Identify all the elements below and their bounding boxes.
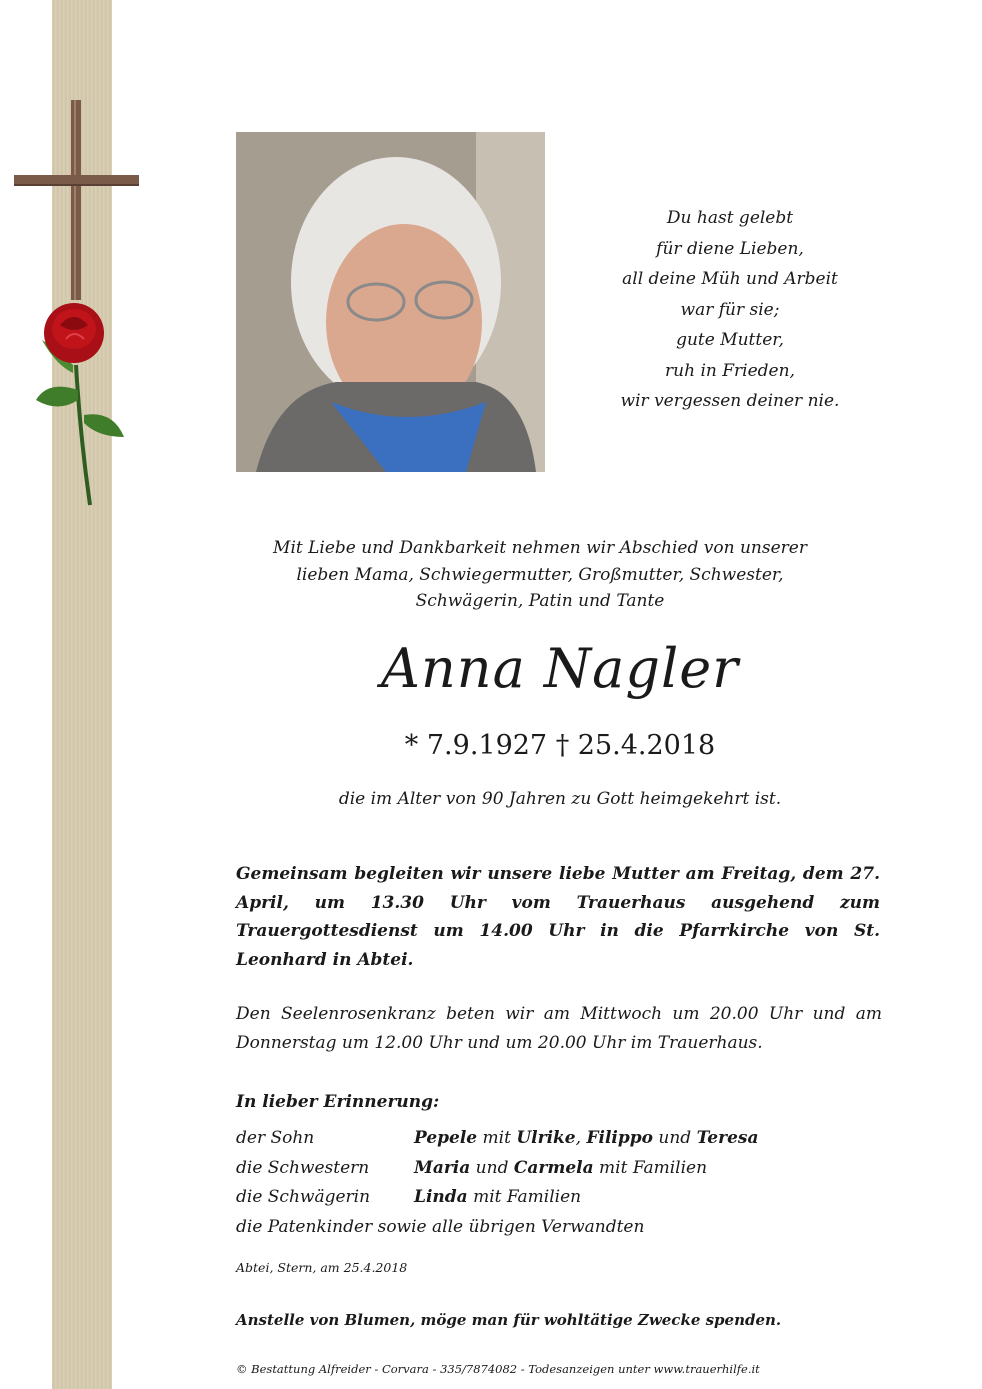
intro-line: lieben Mama, Schwiegermutter, Großmutter, Schwester,: [296, 564, 784, 585]
poem-line: ruh in Frieden,: [665, 360, 795, 381]
rosary-info: Den Seelenrosenkranz beten wir am Mittwoch um 20.00 Uhr und am Donnerstag um 12.00 Uhr und um 20.00 Uhr im Trauerhaus.: [236, 1004, 882, 1053]
mourner-name: Carmela: [513, 1157, 594, 1178]
mourner-row: [236, 1187, 896, 1217]
poem: [560, 203, 900, 417]
mourner-relation: die Schwägerin: [236, 1187, 371, 1207]
intro-line: Mit Liebe und Dankbarkeit nehmen wir Abschied von unserer: [273, 538, 807, 558]
mourner-connector: mit Familien: [593, 1157, 708, 1178]
funeral-info: Gemeinsam begleiten wir unsere liebe Mutter am Freitag, dem 27. April, um 13.30 Uhr vom Trauerhaus ausgehend zum Trauergottesdienst um 14.00 Uhr in die Pfarrkirche von St. Leonhard in Abtei.: [236, 864, 880, 970]
flowers-note: Anstelle von Blumen, möge man für wohltätige Zwecke spenden.: [236, 1311, 782, 1329]
mourner-connector: und: [653, 1128, 697, 1148]
life-dates: * 7.9.1927 † 25.4.2018: [404, 730, 716, 761]
poem-line: wir vergessen deiner nie.: [620, 391, 840, 411]
mourner-names: [414, 1128, 758, 1158]
poem-line: Du hast gelebt: [666, 208, 794, 228]
intro-line: Schwägerin, Patin und Tante: [415, 591, 665, 611]
mourner-connector: und: [470, 1157, 514, 1178]
mourner-name: Teresa: [696, 1128, 759, 1148]
rose-icon: [28, 295, 138, 515]
mourner-name: Linda: [414, 1187, 468, 1207]
deceased-name: Anna Nagler: [381, 637, 739, 700]
mourner-names: [414, 1187, 581, 1217]
cross-icon: [14, 100, 139, 300]
mourner-row: [236, 1158, 896, 1188]
mourner-relation: der Sohn: [236, 1128, 315, 1148]
mourner-connector: ,: [575, 1128, 587, 1148]
mourner-names: [414, 1158, 707, 1188]
mourner-name: Filippo: [586, 1128, 653, 1148]
memory-title: In lieber Erinnerung:: [236, 1092, 440, 1112]
place-date: Abtei, Stern, am 25.4.2018: [236, 1260, 408, 1275]
poem-line: all deine Müh und Arbeit: [622, 269, 838, 289]
footer-credit: © Bestattung Alfreider - Corvara - 335/7874082 - Todesanzeigen unter www.trauerhilfe.it: [236, 1362, 760, 1376]
intro-text: [200, 535, 880, 615]
portrait-photo: [236, 132, 545, 472]
mourner-name: Ulrike: [516, 1128, 576, 1148]
mourner-others: die Patenkinder sowie alle übrigen Verwandten: [236, 1216, 645, 1237]
poem-line: gute Mutter,: [676, 330, 784, 350]
mourner-name: Pepele: [414, 1128, 478, 1148]
mourners-list: [236, 1128, 896, 1246]
portrait-image: [236, 132, 545, 472]
mourner-connector: mit Familien: [467, 1187, 582, 1207]
mourner-row: [236, 1128, 896, 1158]
mourner-name: Maria: [414, 1157, 471, 1178]
mourner-connector: mit: [477, 1128, 517, 1148]
mourner-relation: die Schwestern: [236, 1157, 370, 1178]
poem-line: für diene Lieben,: [656, 238, 804, 259]
poem-line: war für sie;: [680, 299, 780, 320]
age-line: die im Alter von 90 Jahren zu Gott heimgekehrt ist.: [338, 789, 782, 809]
